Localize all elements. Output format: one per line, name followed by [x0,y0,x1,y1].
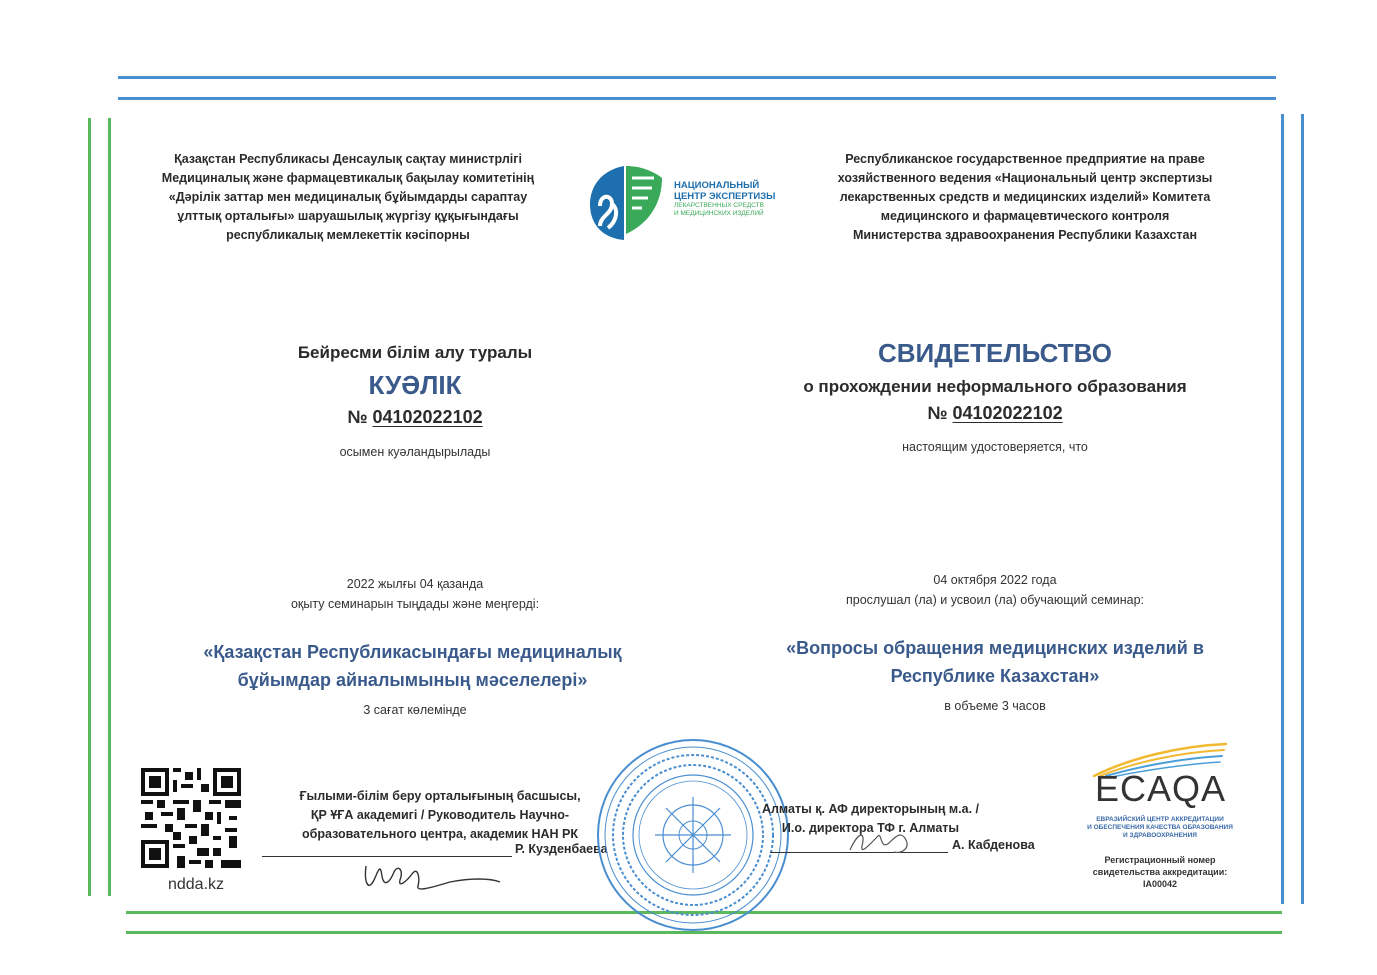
ru-seminar-title [740,634,1250,690]
kz-certify: осымен куәландырылады [339,445,491,459]
kz-number-value: 04102022102 [372,407,483,427]
ndda-logo-icon [588,164,664,242]
left-border-line-1 [88,118,91,896]
ecaqa-sub-line: И ЗДРАВООХРАНЕНИЯ [1123,832,1197,839]
signature-left-line: образовательного центра, академик НАН РК [301,827,579,841]
kz-seminar-title [160,638,665,694]
header-ru-line: лекарственных средств и медицинских изделий» Комитета [839,190,1211,204]
signature-left-line: Ғылыми-білім беру орталығының басшысы, [299,789,581,803]
signature-right-line: Алматы қ. АФ директорының м.а. / [761,802,980,816]
ecaqa-reg-number: IA00042 [1142,879,1178,889]
ecaqa-reg-line: Регистрационный номер [1104,855,1216,865]
header-kz-line: ұлттық орталығы» шаруашылық жүргізу құқығындағы [177,209,519,223]
header-kz-line: Қазақстан Республикасы Денсаулық сақтау министрлігі [174,152,522,166]
ru-volume: в объеме 3 часов [944,699,1046,713]
qr-code-icon[interactable] [141,768,241,868]
ecaqa-subtitle [1070,816,1250,840]
signature-left-scribble [360,852,510,902]
ru-date: 04 октября 2022 года [933,573,1057,587]
signature-left-name: Р. Кузденбаева [515,842,608,856]
right-border-line-1 [1281,114,1284,904]
kz-seminar-line: «Қазақстан Республикасындағы медициналық [203,642,622,662]
header-kz-line: республикалық мемлекеттік кәсіпорны [226,228,470,242]
ecaqa-registration [1075,854,1245,890]
kz-number [200,407,630,428]
kz-listened: оқыту семинарын тыңдады және меңгерді: [290,597,540,611]
header-ru-line: хозяйственного ведения «Национальный центр экспертизы [837,171,1213,185]
ru-number-value: 04102022102 [952,403,1063,423]
logo-line2: ЦЕНТР ЭКСПЕРТИЗЫ [674,191,776,202]
logo-line4: И МЕДИЦИНСКИХ ИЗДЕЛИЙ [674,210,764,217]
kz-title-small: Бейресми білім алу туралы [297,343,533,362]
logo-line1: НАЦИОНАЛЬНЫЙ [674,180,760,191]
ecaqa-sub-line: ЕВРАЗИЙСКИЙ ЦЕНТР АККРЕДИТАЦИИ [1096,816,1224,823]
kz-seminar-line: бұйымдар айналымының мәселелері» [237,670,588,690]
left-border-line-2 [108,118,111,896]
signature-right-name: А. Кабденова [952,838,1035,852]
header-kz-line: «Дәрілік заттар мен медициналық бұйымдарды сараптау [168,190,528,204]
ru-number-prefix: № [927,403,948,423]
signature-left-title [275,787,605,844]
ndda-logo [588,164,788,244]
ru-title-small: о прохождении неформального образования [803,377,1187,396]
header-ru-line: Министерства здравоохранения Республики Казахстан [852,228,1198,242]
ru-listened: прослушал (ла) и усвоил (ла) обучающий семинар: [845,593,1145,607]
signature-left-line: ҚР ҰҒА академигі / Руководитель Научно- [310,808,570,822]
header-ru-line: Республиканское государственное предприятие на праве [845,152,1205,166]
signature-right-scribble [842,822,922,862]
header-kz-line: Медициналық және фармацевтикалық бақылау комитетінің [161,171,535,185]
header-kz [128,150,568,245]
header-ru [800,150,1250,245]
logo-line3: ЛЕКАРСТВЕННЫХ СРЕДСТВ [674,202,764,209]
right-border-line-2 [1301,114,1304,904]
ecaqa-sub-line: И ОБЕСПЕЧЕНИЯ КАЧЕСТВА ОБРАЗОВАНИЯ [1087,824,1233,831]
ru-seminar-line: Республике Казахстан» [890,666,1100,686]
kz-number-prefix: № [347,407,368,427]
top-border-line-1 [118,76,1276,79]
ru-title-big: СВИДЕТЕЛЬСТВО [878,338,1112,368]
kz-date: 2022 жылғы 04 қазанда [346,577,484,591]
ecaqa-reg-line: свидетельства аккредитации: [1092,867,1228,877]
ru-number [750,403,1240,424]
header-ru-line: медицинского и фармацевтического контроля [880,209,1170,223]
kz-title-big: КУӘЛІК [368,370,462,400]
ru-seminar-line: «Вопросы обращения медицинских изделий в [786,638,1204,658]
top-border-line-2 [118,97,1276,100]
signature-right-line: И.о. директора ТФ г. Алматы [781,821,960,835]
ru-certify: настоящим удостоверяется, что [902,440,1088,454]
ecaqa-logo-text: ECAQA [1094,768,1227,809]
website-link[interactable]: ndda.kz [167,876,225,893]
kz-volume: 3 сағат көлемінде [363,703,467,717]
